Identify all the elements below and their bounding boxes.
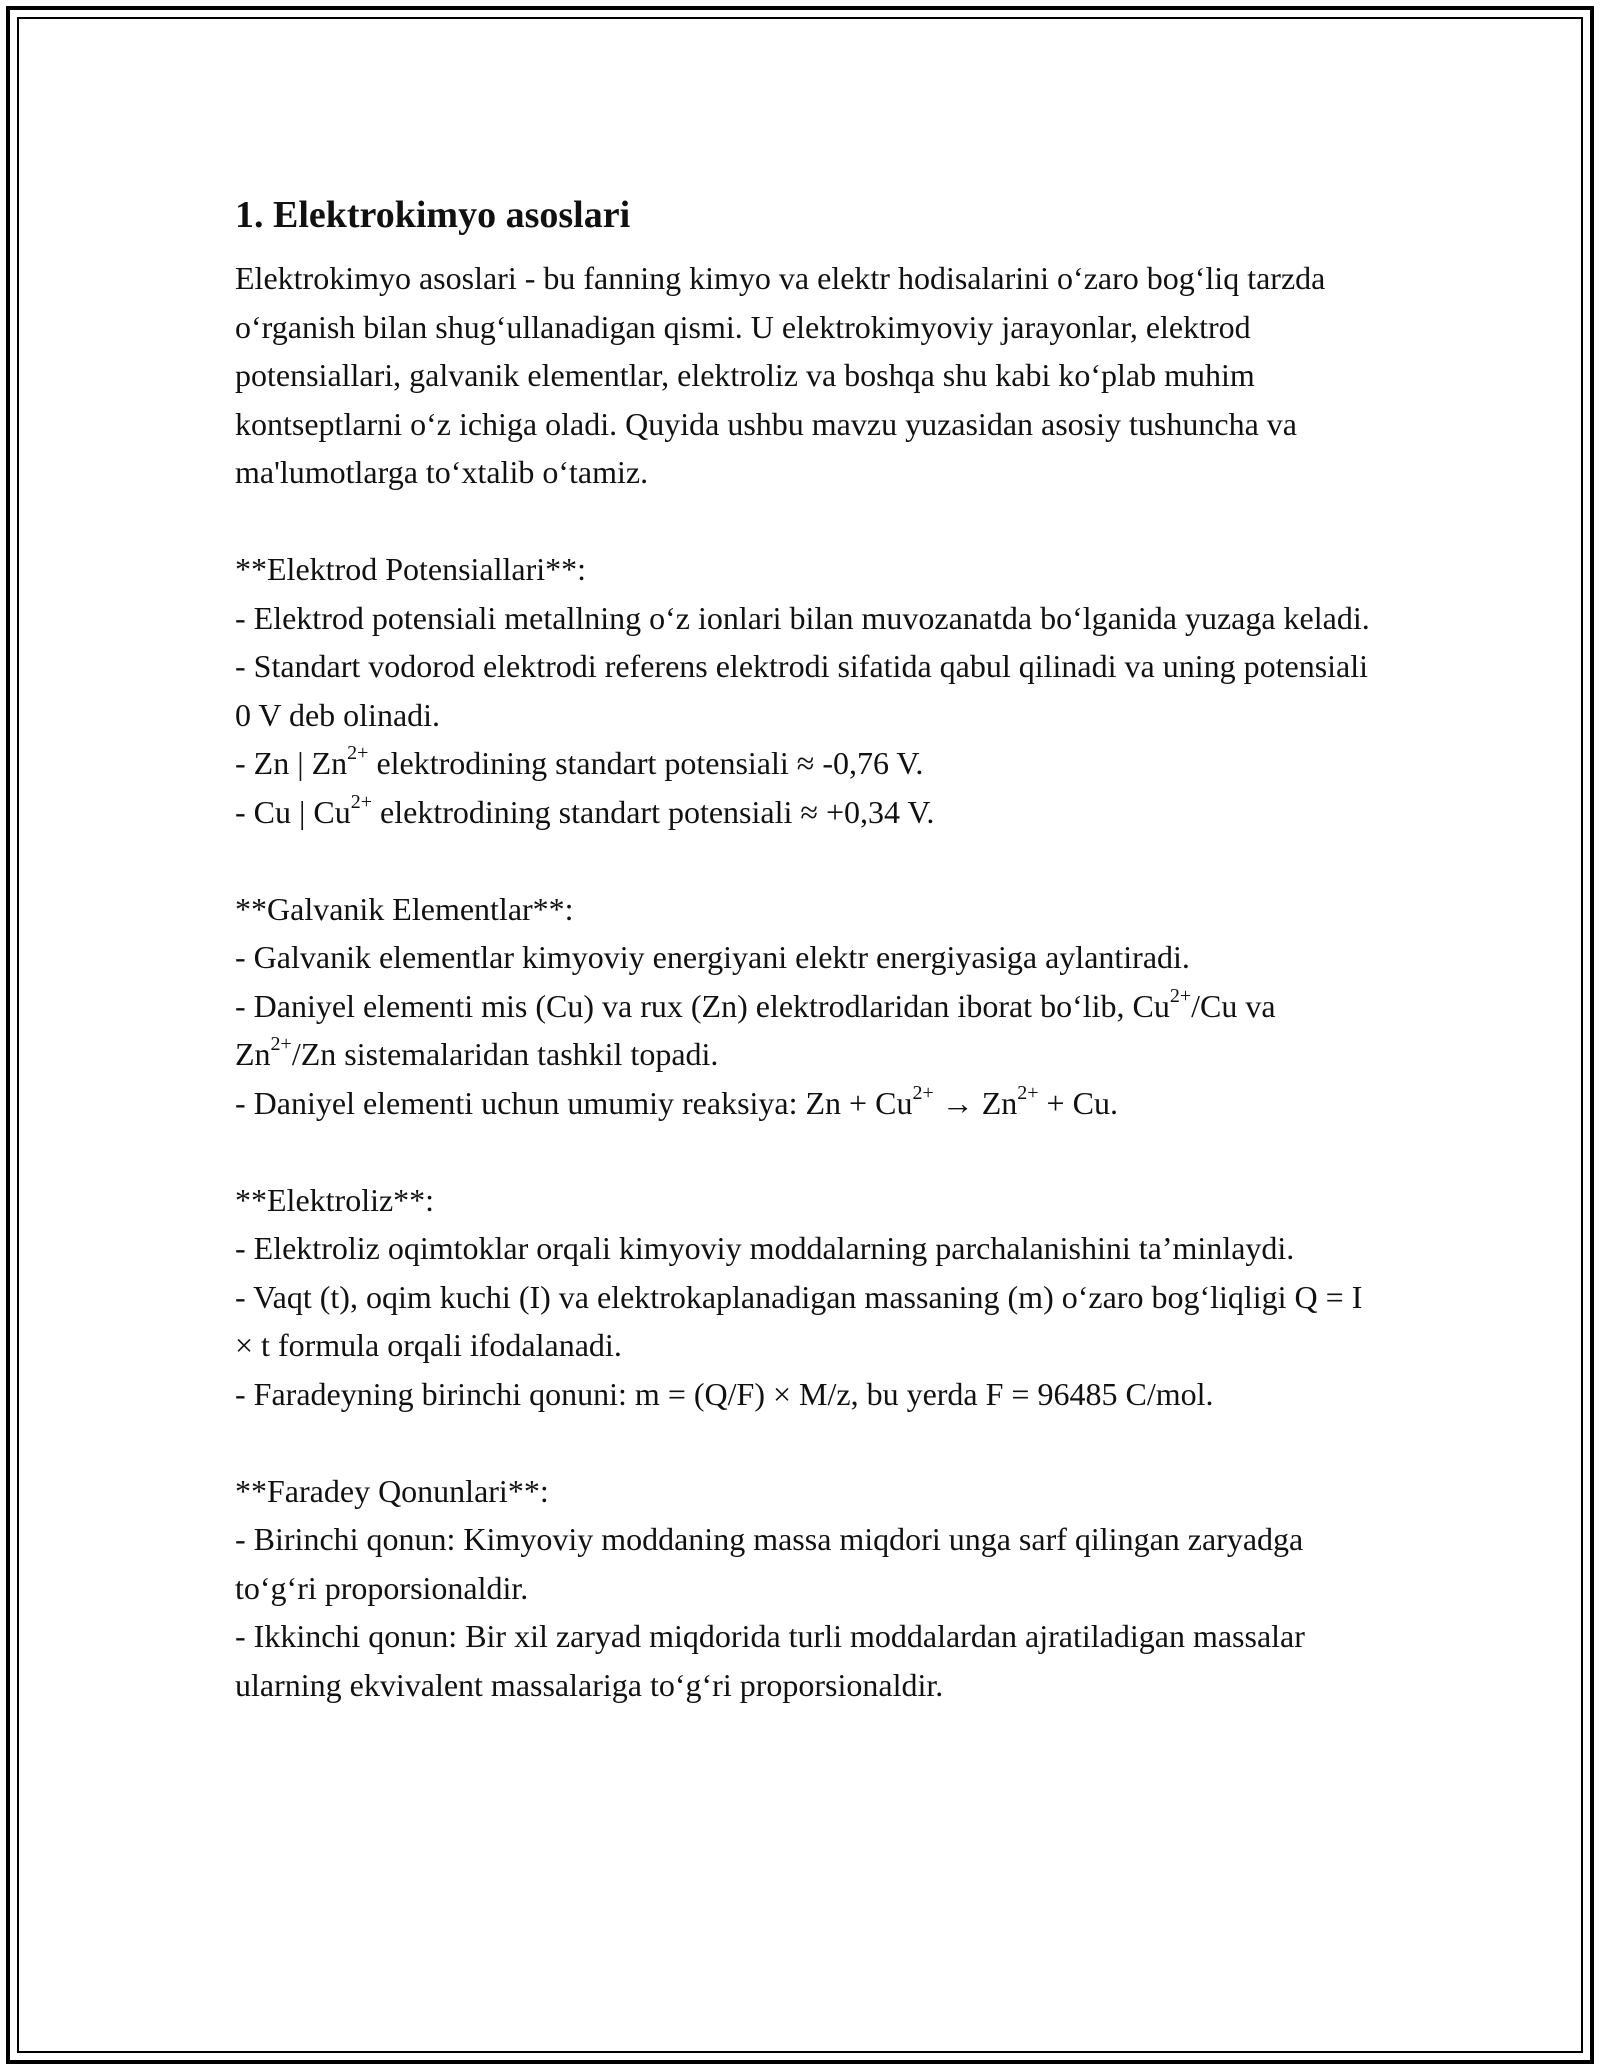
list-item-daniell-reaction (235, 1079, 1375, 1128)
list-item: - Elektrod potensiali metallning o‘z ionlari bilan muvozanatda bo‘lganida yuzaga keladi. (235, 599, 1370, 636)
section-electrode-potentials (235, 545, 1375, 836)
charge-superscript: 2+ (1169, 984, 1192, 1007)
text-run: - Zn | Zn (235, 745, 348, 781)
list-item: - Faradeyning birinchi qonuni: m = (Q/F) × M/z, bu yerda F = 96485 C/mol. (235, 1375, 1214, 1412)
list-item: - Ikkinchi qonun: Bir xil zaryad miqdorida turli moddalardan ajratiladigan massalar ularning ekvivalent massalariga to‘g‘ri proporsionaldir. (235, 1618, 1305, 1703)
intro-paragraph: Elektrokimyo asoslari - bu fanning kimyo va elektr hodisalarini o‘zaro bog‘liq tarzda o‘rganish bilan shug‘ullanadigan qismi. U elektrokimyoviy jarayonlar, elektrod potensiallari, galvanik elementlar, elektroliz va boshqa shu kabi ko‘plab muhim kontseptlarni o‘z ichiga oladi. Quyida ushbu mavzu yuzasidan asosiy tushuncha va ma'lumotlarga to‘xtalib o‘tamiz. (235, 260, 1326, 490)
text-run: /Cu va Zn (235, 987, 1276, 1072)
section-galvanic-elements (235, 885, 1375, 1128)
document-body (235, 188, 1375, 1709)
list-item: - Elektroliz oqimtoklar orqali kimyoviy moddalarning parchalanishini ta’minlaydi. (235, 1230, 1295, 1266)
text-run: elektrodining standart potensiali ≈ -0,76 V. (368, 745, 924, 781)
list-item-cu-potential (235, 788, 1375, 837)
text-run: /Zn sistemalaridan tashkil topadi. (291, 1036, 719, 1072)
text-run: elektrodining standart potensiali ≈ +0,34 V. (372, 793, 935, 830)
charge-superscript: 2+ (347, 742, 369, 764)
section-heading: **Elektroliz**: (235, 1181, 435, 1218)
section-heading: **Elektrod Potensiallari**: (235, 551, 587, 587)
section-faraday-laws (235, 1467, 1375, 1710)
charge-superscript: 2+ (350, 790, 373, 813)
list-item: - Vaqt (t), oqim kuchi (I) va elektrokaplanadigan massaning (m) o‘zaro bog‘liqligi Q = I × t formula orqali ifodalanadi. (235, 1278, 1363, 1363)
list-item-zn-potential (235, 739, 1375, 788)
list-item: - Galvanik elementlar kimyoviy energiyani elektr energiyasiga aylantiradi. (235, 939, 1190, 975)
charge-superscript: 2+ (912, 1081, 934, 1104)
section-electrolysis (235, 1176, 1375, 1419)
text-run: - Daniyel elementi uchun umumiy reaksiya: Zn + Cu (235, 1084, 913, 1121)
list-item: - Birinchi qonun: Kimyoviy moddaning massa miqdori unga sarf qilingan zaryadga to‘g‘ri proporsionaldir. (235, 1521, 1304, 1606)
charge-superscript: 2+ (270, 1033, 292, 1055)
text-run: - Cu | Cu (235, 793, 351, 830)
list-item: - Standart vodorod elektrodi referens elektrodi sifatida qabul qilinadi va uning potensiali 0 V deb olinadi. (235, 648, 1369, 733)
text-run: + Cu. (1038, 1084, 1118, 1121)
text-run: → Zn (933, 1084, 1018, 1121)
text-run: - Daniyel elementi mis (Cu) va rux (Zn) elektrodlaridan iborat bo‘lib, Cu (235, 987, 1170, 1024)
list-item-daniell-composition (235, 982, 1375, 1079)
section-heading: **Faradey Qonunlari**: (235, 1472, 549, 1509)
charge-superscript: 2+ (1017, 1081, 1039, 1104)
document-title: 1. Elektrokimyo asoslari (235, 194, 631, 236)
section-heading: **Galvanik Elementlar**: (235, 890, 574, 927)
